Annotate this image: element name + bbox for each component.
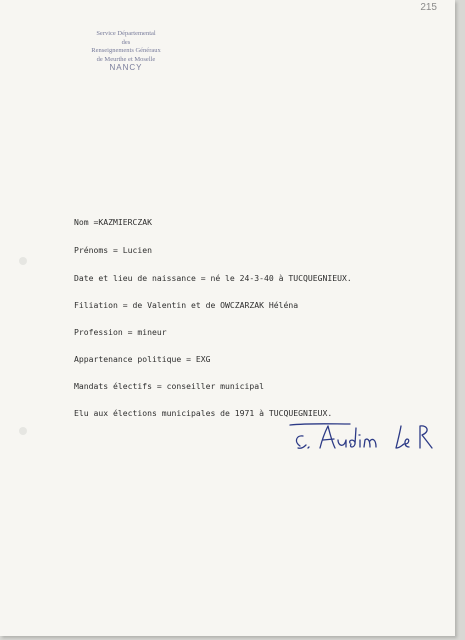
field-filiation: Filiation = de Valentin et de OWCZARZAK Héléna — [74, 300, 299, 310]
handwritten-signature — [288, 420, 448, 454]
punch-hole-bottom — [19, 427, 27, 435]
field-naissance: Date et lieu de naissance = né le 24-3-40 à TUCQUEGNIEUX. — [74, 273, 352, 283]
stamp-line-1: Service Départemental — [96, 30, 156, 37]
stamp-city: NANCY — [109, 63, 143, 72]
page-number: 215 — [420, 2, 437, 13]
field-profession: Profession = mineur — [74, 327, 167, 337]
field-elu: Elu aux élections municipales de 1971 à TUCQUEGNIEUX. — [74, 408, 333, 418]
stamp-line-2: des — [121, 38, 131, 46]
agency-stamp — [76, 30, 176, 73]
stamp-line-4: de Meurthe et Moselle — [96, 55, 156, 63]
field-appartenance: Appartenance politique = EXG — [74, 354, 211, 364]
field-mandats: Mandats électifs = conseiller municipal — [74, 381, 265, 391]
punch-hole-top — [19, 257, 27, 265]
field-nom: Nom =KAZMIERCZAK — [74, 217, 152, 227]
stamp-line-3: Renseignements Généraux — [91, 47, 161, 54]
field-prenoms: Prénoms = Lucien — [74, 245, 152, 255]
